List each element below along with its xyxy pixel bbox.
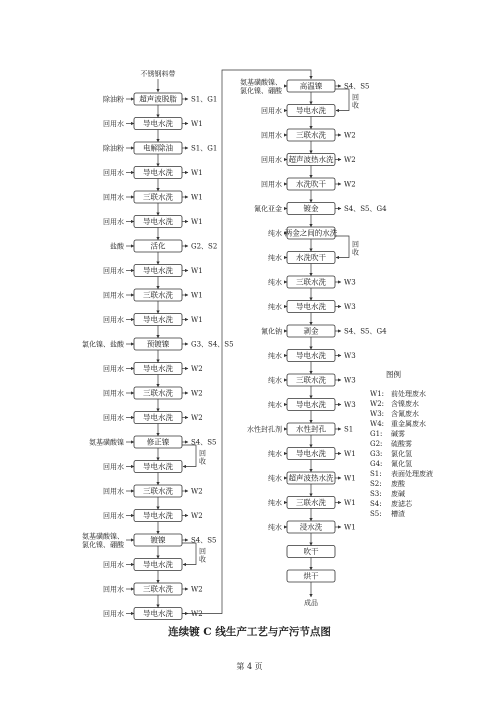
input-label (261, 180, 282, 189)
input-label-line: 纯水 (268, 254, 282, 262)
process-step (268, 350, 356, 375)
output-label: W1 (191, 169, 203, 177)
process-step (110, 240, 217, 265)
input-label (261, 327, 282, 336)
step-label: 导电水洗 (296, 400, 326, 409)
left-process-column (82, 93, 234, 620)
input-label (103, 462, 124, 471)
legend-text: 废滤芯 (391, 500, 412, 508)
input-label-line: 回用水 (103, 487, 124, 496)
product-label: 成品 (304, 599, 318, 607)
output-label: W2 (191, 512, 203, 520)
input-label-line: 回用水 (261, 180, 282, 189)
process-step (268, 399, 356, 424)
output-label: W1 (344, 450, 356, 458)
legend-code: W3: (370, 410, 385, 418)
step-label: 导电水洗 (143, 609, 173, 618)
input-label-line: 回用水 (103, 389, 124, 398)
step-label: 三联水洗 (296, 277, 326, 287)
legend-code: W1: (370, 390, 385, 398)
process-step (261, 105, 335, 130)
input-label-line: 回用水 (103, 316, 124, 324)
step-label: 预镀镍 (146, 339, 170, 349)
input-label (103, 315, 124, 324)
legend-item (370, 499, 413, 508)
input-label (268, 351, 282, 360)
step-label: 三联水洗 (143, 290, 173, 300)
output-label: W1 (191, 120, 203, 128)
output-label: W1 (191, 291, 203, 300)
input-label-line: 氯化镍、硼酸 (82, 540, 124, 549)
step-label: 导电水洗 (143, 168, 173, 177)
legend-title: 图例 (386, 370, 401, 379)
process-step (103, 289, 203, 314)
output-label: W1 (191, 218, 203, 226)
step-label: 活化 (150, 241, 166, 251)
input-label (268, 474, 282, 483)
process-step (261, 154, 356, 179)
output-label: W3 (344, 303, 356, 311)
legend-item (370, 399, 419, 408)
input-label-line: 氰化钠 (261, 327, 282, 336)
legend-item (370, 469, 433, 478)
legend-code: S2: (370, 480, 382, 488)
input-label (268, 278, 282, 287)
recycle-loop (335, 89, 349, 111)
process-step (254, 203, 387, 228)
output-label: W2 (191, 414, 203, 422)
output-label: S4、S5、G4 (344, 327, 387, 336)
input-label (103, 389, 124, 398)
output-label: W2 (344, 156, 356, 164)
input-label (254, 204, 282, 213)
process-step (103, 93, 217, 118)
input-label-line: 氯化镍、硼酸 (240, 86, 282, 95)
input-label-line: 回用水 (103, 610, 124, 618)
step-label: 导电水洗 (143, 462, 173, 471)
input-label-line: 回用水 (103, 291, 124, 300)
legend-item (370, 429, 405, 438)
input-label-line: 氯化镍、盐酸 (82, 340, 124, 349)
input-label-line: 氨基磺酸镍、 (240, 78, 282, 87)
legend-text: 含镍废水 (391, 400, 419, 408)
recycle-label: 收 (199, 555, 206, 564)
input-label (261, 131, 282, 140)
input-label-line: 纯水 (268, 229, 282, 238)
input-label (82, 340, 125, 349)
input-label-line: 水性封孔剂 (247, 425, 282, 434)
process-step (103, 265, 203, 290)
input-label-line: 氨基磺酸镍 (89, 438, 124, 447)
recycle-label: 回 (352, 93, 359, 102)
recycle-loop (182, 445, 196, 467)
step-label: 导电水洗 (143, 364, 173, 373)
input-label-line: 回用水 (103, 169, 124, 177)
legend-text: 氰化氢 (391, 460, 412, 468)
step-label: 超声波热水洗 (288, 473, 334, 483)
step-label: 浸水洗 (299, 522, 323, 532)
input-label-line: 回用水 (261, 131, 282, 140)
output-label: W2 (191, 585, 203, 594)
legend-item (370, 389, 426, 398)
input-label (103, 291, 124, 300)
input-label-line: 纯水 (268, 523, 282, 532)
output-label: W2 (191, 610, 203, 618)
step-label: 水洗吹干 (296, 179, 326, 189)
input-label-line: 纯水 (268, 376, 282, 385)
output-label: W1 (191, 267, 203, 275)
legend-item (370, 459, 412, 468)
legend-code: W2: (370, 400, 385, 408)
recycle-label: 收 (352, 248, 359, 257)
input-label-line: 纯水 (268, 278, 282, 287)
input-label (247, 425, 282, 434)
input-label (103, 168, 124, 177)
legend (370, 369, 433, 518)
input-label-line: 回用水 (261, 156, 282, 164)
process-step (103, 583, 203, 608)
step-label: 导电水洗 (143, 413, 173, 422)
process-step (103, 510, 203, 535)
output-label: W3 (344, 376, 356, 385)
legend-code: S5: (370, 510, 382, 518)
input-label (261, 155, 282, 164)
input-label-line: 纯水 (268, 303, 282, 311)
output-label: W1 (344, 499, 356, 507)
output-label: W2 (344, 180, 356, 189)
output-label: W1 (344, 523, 356, 532)
step-label: 高温镍 (299, 81, 323, 91)
process-step (261, 129, 356, 154)
step-label: 导电水洗 (296, 449, 326, 458)
input-label-line: 纯水 (268, 401, 282, 409)
recycle-loop (182, 543, 196, 565)
input-label-line: 纯水 (268, 450, 282, 458)
step-label: 镀金 (303, 204, 319, 213)
step-label: 导电水洗 (143, 511, 173, 520)
input-label-line: 盐酸 (110, 242, 124, 251)
input-label (268, 229, 282, 238)
process-step (103, 485, 203, 510)
step-label: 导电水洗 (143, 119, 173, 128)
input-label (268, 449, 282, 458)
process-step (103, 559, 182, 584)
legend-item (370, 509, 405, 518)
process-step (103, 216, 203, 241)
process-step (103, 363, 203, 388)
process-step (268, 276, 356, 301)
page-number: 第 4 页 (236, 662, 263, 671)
process-step (287, 570, 335, 582)
input-label (103, 560, 124, 569)
input-label-line: 回用水 (103, 463, 124, 471)
step-label: 水洗吹干 (296, 253, 326, 262)
step-label: 三联水洗 (296, 130, 326, 140)
legend-item (370, 419, 426, 428)
legend-text: 碱雾 (391, 430, 405, 438)
legend-text: 槽渣 (391, 510, 405, 518)
step-label: 烘干 (303, 571, 319, 581)
step-label: 导电水洗 (296, 302, 326, 311)
input-label (82, 531, 125, 549)
legend-item (370, 449, 412, 458)
step-label: 吹干 (303, 547, 319, 556)
output-label: S1、G1 (191, 144, 218, 153)
recycle-loop (335, 236, 349, 258)
recycle-label: 收 (352, 101, 359, 110)
legend-code: G4: (370, 460, 383, 468)
step-label: 导电水洗 (143, 560, 173, 569)
input-label (261, 106, 282, 115)
input-label (268, 253, 282, 262)
output-label: W3 (344, 401, 356, 409)
input-label-line: 氰化亚金 (254, 205, 282, 213)
recycle-label: 回 (199, 547, 206, 556)
process-step (268, 448, 356, 473)
legend-text: 氯化氢 (391, 450, 412, 458)
process-step (268, 252, 335, 277)
process-step (268, 521, 356, 546)
output-label: W2 (344, 131, 356, 140)
input-label (103, 364, 124, 373)
input-label (103, 119, 124, 128)
input-label (103, 609, 124, 618)
output-label: G3、S4、S5 (191, 340, 234, 349)
step-label: 两金之间的水洗 (284, 228, 338, 238)
step-label: 电解除油 (143, 143, 173, 153)
input-label-line: 回用水 (261, 107, 282, 115)
input-label-line: 纯水 (268, 352, 282, 360)
recycle-label: 收 (199, 457, 206, 466)
step-label: 导电水洗 (143, 315, 173, 324)
legend-code: S1: (370, 470, 382, 478)
step-label: 三联水洗 (143, 584, 173, 594)
step-label: 镀镍 (150, 535, 166, 545)
output-label: W2 (191, 389, 203, 398)
input-label-line: 回用水 (103, 218, 124, 226)
step-label: 导电水洗 (296, 351, 326, 360)
input-label (103, 266, 124, 275)
input-label-line: 回用水 (103, 585, 124, 594)
recycle-label: 回 (352, 240, 359, 249)
input-label-line: 回用水 (103, 193, 124, 202)
process-step (103, 142, 217, 167)
step-label: 导电水洗 (143, 217, 173, 226)
legend-code: G1: (370, 430, 383, 438)
step-label: 超声波脱脂 (139, 94, 177, 104)
process-step (103, 412, 203, 437)
legend-text: 硫酸雾 (391, 440, 412, 448)
input-label-line: 回用水 (103, 267, 124, 275)
legend-item (370, 439, 412, 448)
step-label: 三联水洗 (296, 375, 326, 385)
input-label (268, 523, 282, 532)
input-label (103, 144, 124, 153)
process-step (268, 497, 356, 522)
legend-text: 废碱 (391, 490, 405, 498)
output-label: W3 (344, 352, 356, 360)
output-label: W1 (191, 193, 203, 202)
output-label: G2、S2 (191, 242, 218, 251)
process-step (268, 472, 356, 497)
process-step (287, 546, 335, 571)
process-step (103, 387, 203, 412)
input-label-line: 纯水 (268, 499, 282, 507)
input-label-line: 回用水 (103, 512, 124, 520)
step-label: 三联水洗 (143, 486, 173, 496)
input-label (268, 498, 282, 507)
step-label: 三联水洗 (143, 388, 173, 398)
input-label-line: 回用水 (103, 561, 124, 569)
step-label: 三联水洗 (296, 498, 326, 507)
process-step (268, 301, 356, 326)
output-label: S1 (344, 425, 354, 434)
right-process-column (240, 77, 387, 582)
input-label (268, 376, 282, 385)
process-step (268, 374, 356, 399)
input-label-line: 回用水 (103, 120, 124, 128)
legend-item (370, 409, 419, 418)
process-step (247, 423, 353, 448)
process-step (103, 167, 203, 192)
legend-item (370, 479, 406, 488)
process-step (103, 461, 182, 486)
step-label: 超声波热水洗 (288, 155, 334, 164)
output-label: S4、S5 (344, 82, 370, 91)
figure-caption: 连续镀 C 线生产工艺与产污节点图 (168, 626, 331, 638)
input-label (89, 438, 124, 447)
output-label: W2 (191, 487, 203, 496)
legend-text: 含氰废水 (391, 410, 419, 418)
input-label-line: 除油粉 (103, 95, 124, 104)
input-label (268, 302, 282, 311)
input-label (103, 413, 124, 422)
input-label (240, 77, 283, 95)
input-label (103, 193, 124, 202)
legend-text: 前处理废水 (391, 390, 426, 398)
legend-code: S4: (370, 500, 382, 508)
legend-text: 废酸 (391, 480, 405, 488)
input-label (103, 585, 124, 594)
start-label: 不锈钢料带 (140, 70, 176, 78)
input-label-line: 纯水 (268, 474, 282, 483)
input-label (268, 400, 282, 409)
step-label: 导电水洗 (143, 266, 173, 275)
input-label (103, 487, 124, 496)
legend-text: 表面处理废液 (391, 470, 433, 478)
output-label: S4、S5 (191, 438, 217, 447)
output-label: S4、S5、G4 (344, 205, 387, 213)
input-label-line: 除油粉 (103, 144, 124, 153)
legend-item (370, 489, 405, 498)
legend-code: W4: (370, 420, 385, 428)
input-label (103, 217, 124, 226)
output-label: S1、G1 (191, 95, 218, 104)
legend-code: S3: (370, 490, 382, 498)
step-label: 导电水洗 (296, 106, 326, 115)
output-label: W1 (191, 316, 203, 324)
legend-code: G2: (370, 440, 383, 448)
output-label: W2 (191, 365, 203, 373)
input-label (103, 95, 124, 104)
output-label: S4、S5 (191, 536, 217, 545)
input-label (110, 242, 125, 251)
process-step (103, 314, 203, 339)
step-label: 剥金 (303, 326, 319, 336)
process-step (103, 191, 203, 216)
output-label: W3 (344, 278, 356, 287)
input-label-line: 回用水 (103, 365, 124, 373)
process-step (261, 325, 387, 350)
process-step (261, 178, 356, 203)
input-label-line: 氨基磺酸镍、 (82, 532, 124, 541)
output-label: W1 (344, 474, 356, 483)
input-label-line: 回用水 (103, 414, 124, 422)
step-label: 三联水洗 (143, 192, 173, 202)
step-label: 水性封孔 (296, 424, 326, 434)
process-step (82, 338, 234, 363)
input-label (103, 511, 124, 520)
legend-text: 重金属废水 (391, 420, 426, 428)
legend-code: G3: (370, 450, 383, 458)
process-step (103, 118, 203, 143)
recycle-label: 回 (199, 449, 206, 458)
step-label: 修正镍 (146, 437, 170, 447)
